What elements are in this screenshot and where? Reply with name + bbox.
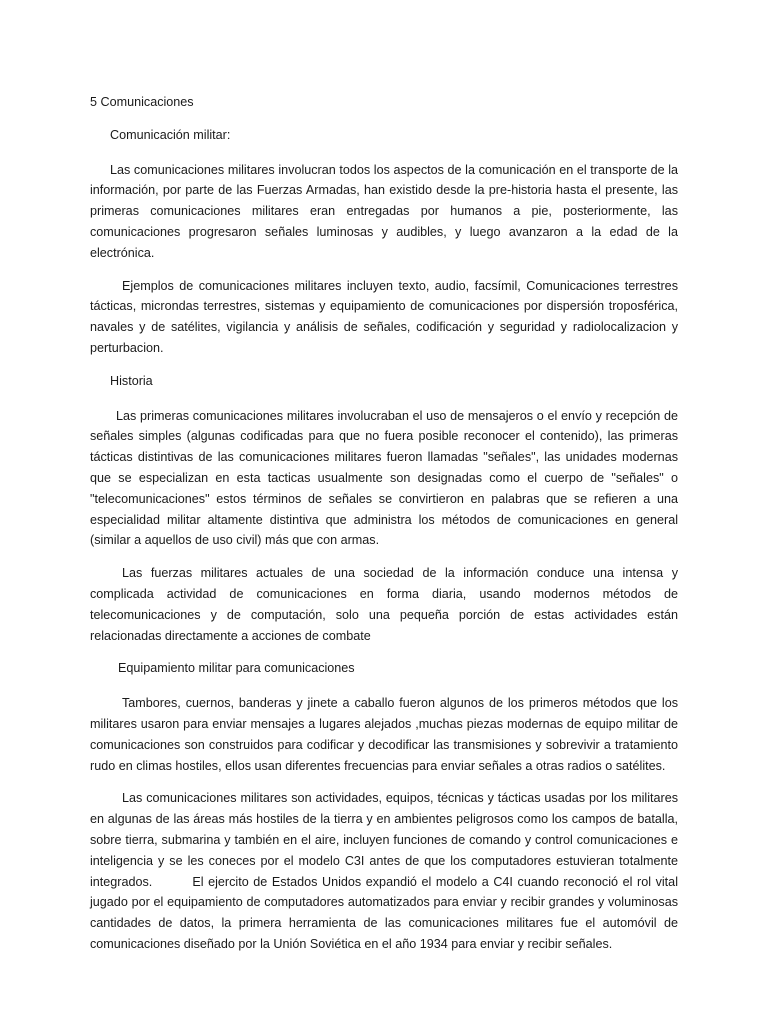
paragraph-c3i-text: Las comunicaciones militares son actividades, equipos, técnicas y tácticas usadas por los militares en algunas de las áreas más hostiles de la tierra y en ambientes peligrosos como los campos de batalla, sobre tierra, submarina y también en el aire, incluyen funciones de comando y control comunicaciones e inteligencia y se les coneces por el modelo C3I antes de que los computadores estuvieran totalmente integrados.: [90, 791, 678, 889]
paragraph-modern-forces: Las fuerzas militares actuales de una sociedad de la información conduce una intensa y complicada actividad de comunicaciones en forma diaria, usando modernos métodos de telecomunicaciones y de computación, solo una pequeña porción de estas actividades están relacionadas directamente a acciones de combate: [90, 566, 678, 643]
subsection-title-historia: Historia: [110, 373, 153, 388]
paragraph-intro: Las comunicaciones militares involucran todos los aspectos de la comunicación en el transporte de la información, por parte de las Fuerzas Armadas, han existido desde la pre-historia hasta el presente, las primeras comunicaciones militares eran entregadas por humanos a pie, posteriormente, las comunicaciones progresaron señales luminosas y audibles, y luego avanzaron a la edad de la electrónica.: [90, 162, 678, 260]
paragraph-history: Las primeras comunicaciones militares involucraban el uso de mensajeros o el envío y recepción de señales simples (algunas codificadas para que no fuera posible reconocer el contenido), las primeras tácticas distintivas de las comunicaciones militares fueron llamadas "señales", las unidades modernas que se especializan en esta tacticas usualmente son designadas como el cuerpo de "señales" o "telecomunicaciones" estos términos de señales se convirtieron en palabras que se refieren a una especialidad militar altamente distintiva que administra los métodos de comunicaciones en general (similar a aquellos de uso civil) más que con armas.: [90, 408, 678, 548]
subsection-title-comunicacion-militar: Comunicación militar:: [110, 127, 231, 142]
paragraph-c3i-c4i: [90, 788, 678, 954]
section-title: 5 Comunicaciones: [90, 95, 194, 109]
paragraph-equipment: Tambores, cuernos, banderas y jinete a caballo fueron algunos de los primeros métodos que los militares usaron para enviar mensajes a lugares alejados ,muchas piezas modernas de equipo militar de comunicaciones son construidos para codificar y decodificar las transmisiones y sobrevivir a tratamiento rudo en climas hostiles, ellos usan diferentes frecuencias para enviar señales a otras radios o satélites.: [90, 696, 678, 773]
document-page: [90, 92, 678, 967]
paragraph-c4i-text: El ejercito de Estados Unidos expandió el modelo a C4I cuando reconoció el rol vital jugado por el equipamiento de computadores automatizados para enviar y recibir grandes y voluminosas cantidades de datos, la primera herramienta de las comunicaciones militares fue el automóvil de comunicaciones diseñado por la Unión Soviética en el año 1934 para enviar y recibir señales.: [90, 874, 678, 951]
subsection-title-equipamiento: Equipamiento militar para comunicaciones: [118, 661, 355, 676]
paragraph-examples: Ejemplos de comunicaciones militares incluyen texto, audio, facsímil, Comunicaciones terrestres tácticas, microndas terrestres, sistemas y equipamiento de comunicaciones por dispersión troposférica, navales y de satélites, vigilancia y análisis de señales, codificación y seguridad y radiolocalizacion y perturbacion.: [90, 278, 678, 355]
